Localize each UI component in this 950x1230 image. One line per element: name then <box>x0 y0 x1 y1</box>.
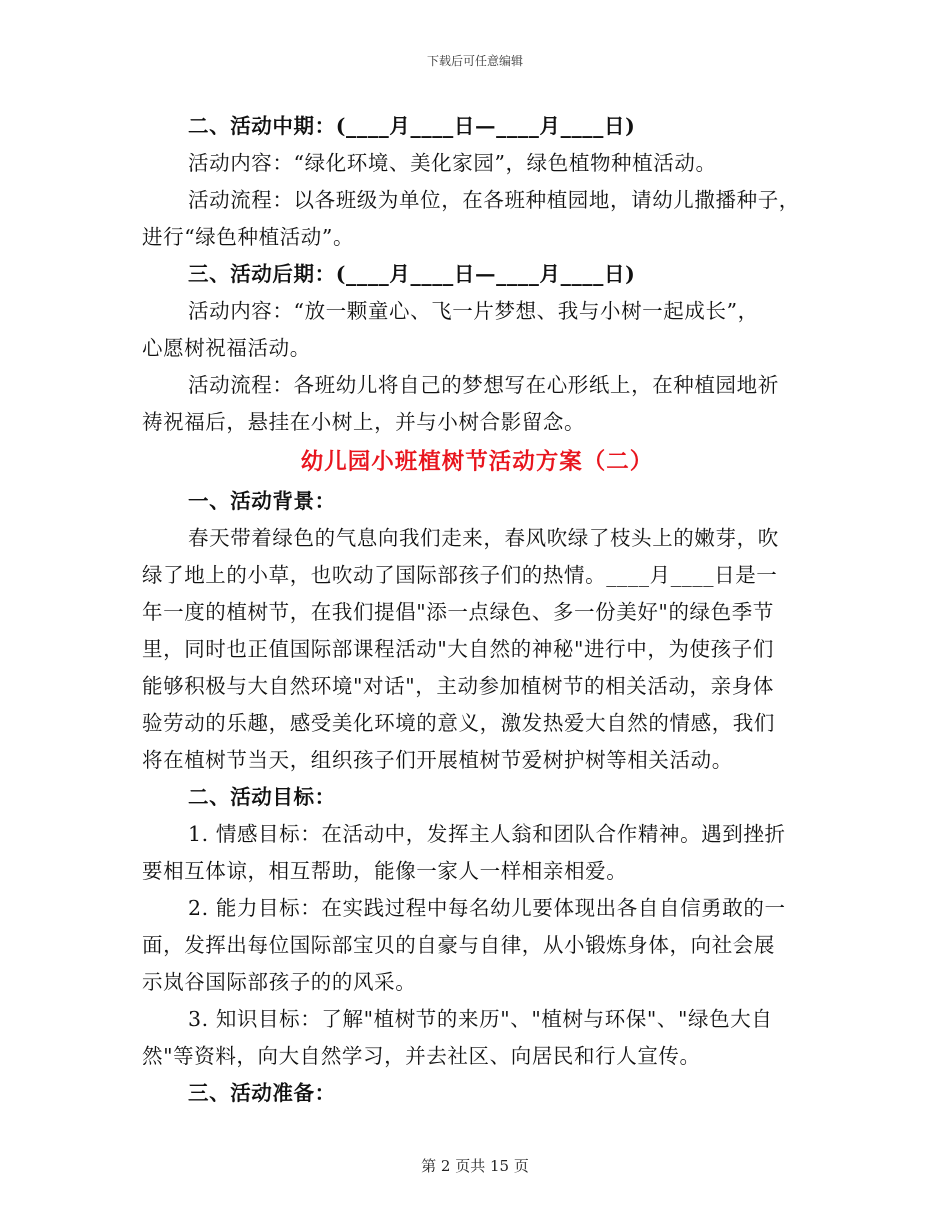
background-line-5: 能够积极与大自然环境"对话"，主动参加植树节的相关活动，亲身体 <box>142 674 774 698</box>
background-line-6: 验劳动的乐趣，感受美化环境的意义，激发热爱大自然的情感，我们 <box>142 711 775 735</box>
background-line-4: 里，同时也正值国际部课程活动"大自然的神秘"进行中，为使孩子们 <box>142 637 774 661</box>
goal-2-line-1: 2. 能力目标：在实践过程中每名幼儿要体现出各自自信勇敢的一 <box>188 896 786 920</box>
late-phase-content-line-1: 活动内容：“放一颗童心、飞一片梦想、我与小树一起成长”， <box>188 299 759 323</box>
background-line-1: 春天带着绿色的气息向我们走来，春风吹绿了枝头上的嫩芽，吹 <box>188 526 779 550</box>
late-phase-flow-line-2: 祷祝福后，悬挂在小树上，并与小树合影留念。 <box>142 410 586 434</box>
page-number: 第 2 页共 15 页 <box>421 1157 529 1175</box>
header-note: 下载后可任意编辑 <box>426 54 523 68</box>
background-line-2: 绿了地上的小草，也吹动了国际部孩子们的热情。____月____日是一 <box>142 563 778 587</box>
goal-1-line-2: 要相互体谅，相互帮助，能像一家人一样相亲相爱。 <box>142 859 628 883</box>
background-line-3: 年一度的植树节，在我们提倡"添一点绿色、多一份美好"的绿色季节 <box>142 600 774 624</box>
document-body <box>142 108 812 1112</box>
goal-3-line-2: 然"等资料，向大自然学习，并去社区、向居民和行人宣传。 <box>142 1044 701 1068</box>
prep-heading: 三、活动准备： <box>188 1081 336 1105</box>
late-phase-heading: 三、活动后期：(____月____日—____月____日) <box>188 262 636 286</box>
mid-phase-flow-line-1: 活动流程：以各班级为单位，在各班种植园地，请幼儿撒播种子， <box>188 188 800 212</box>
goal-2-line-2: 面，发挥出每位国际部宝贝的自豪与自律，从小锻炼身体，向社会展 <box>142 933 775 957</box>
goals-heading: 二、活动目标： <box>188 785 336 809</box>
document-title: 幼儿园小班植树节活动方案（二） <box>300 449 654 475</box>
goal-2-line-3: 示岚谷国际部孩子的的风采。 <box>142 970 417 994</box>
mid-phase-heading: 二、活动中期：(____月____日—____月____日) <box>188 114 636 138</box>
mid-phase-flow-line-2: 进行“绿色种植活动”。 <box>142 225 355 249</box>
mid-phase-content: 活动内容：“绿化环境、美化家园”，绿色植物种植活动。 <box>188 151 717 175</box>
goal-3-line-1: 3. 知识目标：了解"植树节的来历"、"植树与环保"、"绿色大自 <box>188 1007 773 1031</box>
background-line-7: 将在植树节当天，组织孩子们开展植树节爱树护树等相关活动。 <box>142 748 733 772</box>
late-phase-content-line-2: 心愿树祝福活动。 <box>142 336 311 360</box>
late-phase-flow-line-1: 活动流程：各班幼儿将自己的梦想写在心形纸上，在种植园地祈 <box>188 373 779 397</box>
goal-1-line-1: 1. 情感目标：在活动中，发挥主人翁和团队合作精神。遇到挫折 <box>188 822 786 846</box>
background-heading: 一、活动背景： <box>188 489 336 513</box>
